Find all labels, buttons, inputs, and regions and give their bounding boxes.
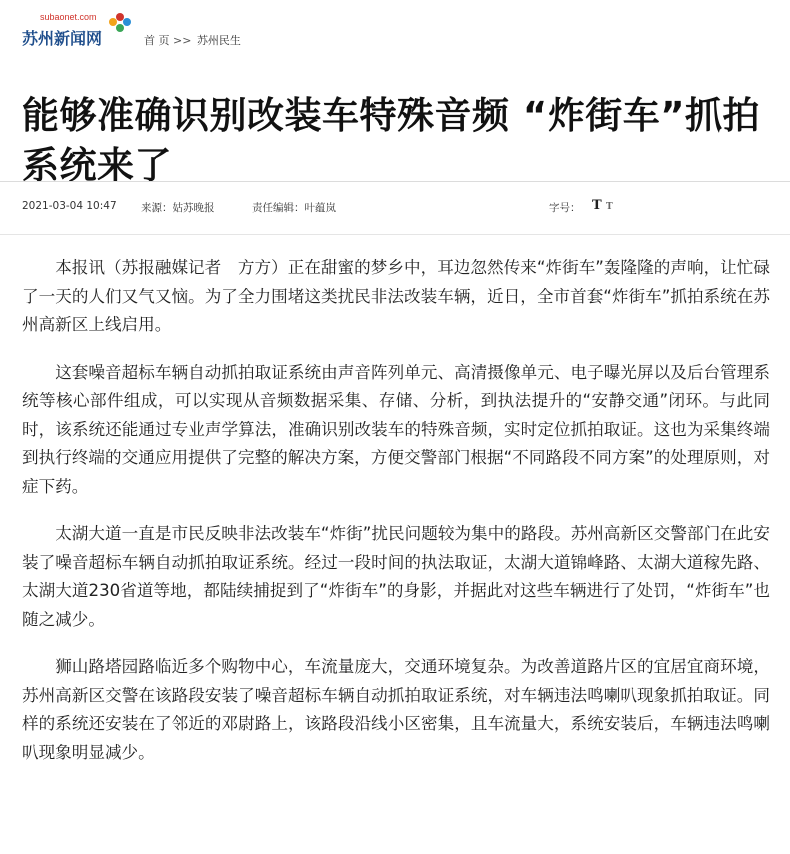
breadcrumb-section-link[interactable]: 苏州民生 (196, 34, 241, 47)
article-paragraph: 这套噪音超标车辆自动抓拍取证系统由声音阵列单元、高清摄像单元、电子曝光屏以及后台管理系统等核心部件组成，可以实现从音频数据采集、存储、分析，到执法提升的“安静交通”闭环。与此同时，该系统还能通过专业声学算法，准确识别改装车的特殊音频，实时定位抓拍取证。这也为采集终端到执行终端的交通应用提供了完整的解决方案，方便交警部门根据“不同路段不同方案”的处理原则，对症下药。 (22, 362, 770, 496)
font-size-label: 字号： (549, 202, 581, 214)
breadcrumb (144, 32, 241, 48)
site-logo[interactable] (22, 10, 132, 50)
font-size-small-button[interactable]: T (606, 202, 613, 212)
logo-flower-icon (108, 12, 132, 34)
divider-top (0, 181, 790, 182)
article-paragraph: 本报讯（苏报融媒记者 方方）正在甜蜜的梦乡中，耳边忽然传来“炸街车”轰隆隆的声响，让忙碌了一天的人们又气又恼。为了全力围堵这类扰民非法改装车辆，近日，全市首套“炸街车”抓拍系统在苏州高新区上线启用。 (22, 258, 770, 334)
font-size-large-button[interactable]: T (592, 198, 602, 213)
article-paragraph: 狮山路塔园路临近多个购物中心，车流量庞大，交通环境复杂。为改善道路片区的宜居宜商环境，苏州高新区交警在该路段安装了噪音超标车辆自动抓拍取证系统，对车辆违法鸣喇叭现象抓拍取证。同样的系统还安装在了邻近的邓尉路上，该路段沿线小区密集，且车流量大，系统安装后，车辆违法鸣喇叭现象明显减少。 (22, 657, 770, 762)
article-source: 来源：姑苏晚报 (141, 202, 215, 214)
site-header (22, 10, 782, 50)
article-body (22, 254, 770, 786)
logo-url-text: subaonet.com (40, 12, 97, 22)
breadcrumb-separator: >> (173, 34, 192, 47)
breadcrumb-home-link[interactable]: 首 页 (144, 34, 170, 47)
article-title: 能够准确识别改装车特殊音频 “炸街车”抓拍系统来了 (22, 93, 761, 187)
article-paragraph: 太湖大道一直是市民反映非法改装车“炸街”扰民问题较为集中的路段。苏州高新区交警部门在此安装了噪音超标车辆自动抓拍取证系统。经过一段时间的执法取证，太湖大道锦峰路、太湖大道稼先路、太湖大道230省道等地，都陆续捕捉到了“炸街车”的身影，并据此对这些车辆进行了处罚，“炸街车”也随之减少。 (22, 524, 770, 629)
divider-bottom (0, 234, 790, 235)
article-editor: 责任编辑：叶蕴岚 (252, 202, 336, 214)
article-date: 2021-03-04 10:47 (22, 200, 117, 212)
logo-name: 苏州新闻网 (22, 29, 103, 48)
